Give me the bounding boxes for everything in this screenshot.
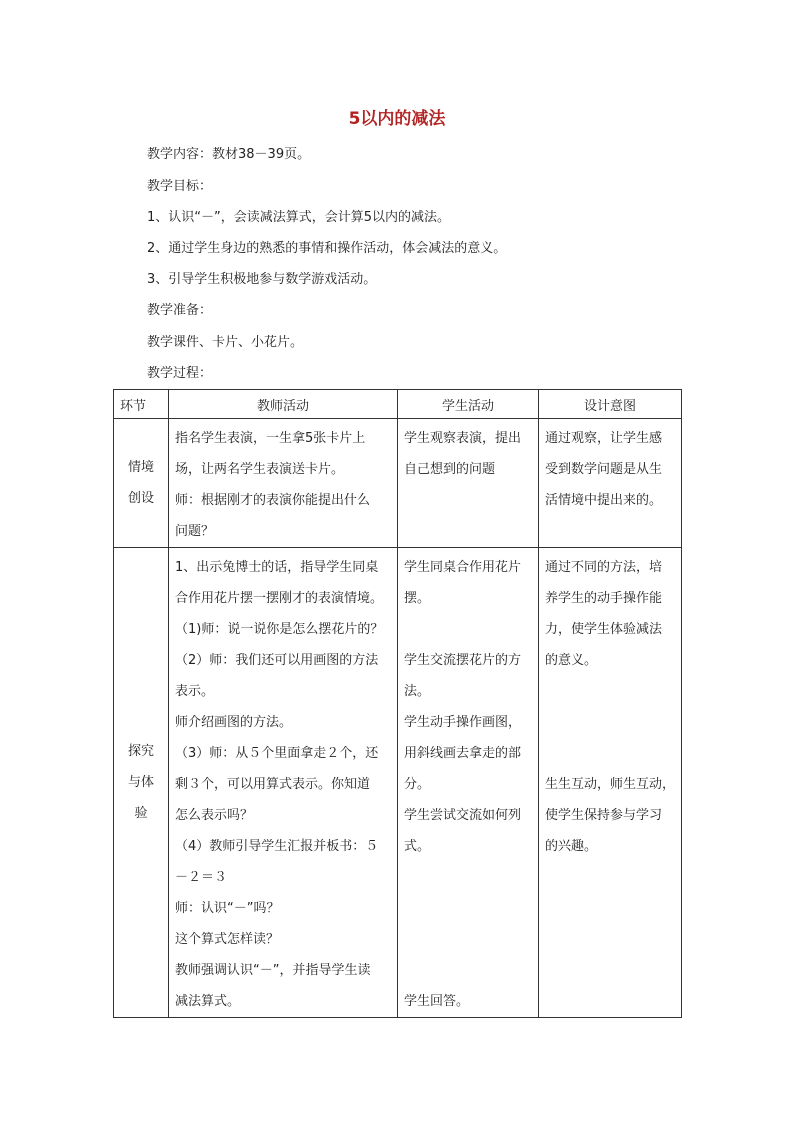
stage-text: 情境	[127, 460, 154, 475]
design-activity-cell	[539, 548, 682, 1018]
student-text-line: 用斜线画去拿走的部	[404, 746, 522, 761]
teacher-text-line: 教师强调认识“－”，并指导学生读	[175, 963, 371, 978]
design-text-line	[545, 893, 675, 924]
teacher-text-line: 师介绍画图的方法。	[175, 715, 293, 730]
design-text-line	[545, 738, 675, 769]
teacher-text-line: （3）师：从５个里面拿走２个，还	[175, 746, 379, 761]
design-text-line: 活情境中提出来的。	[545, 493, 663, 508]
student-text-line	[404, 924, 532, 955]
teacher-text-line: 1、出示兔博士的话，指导学生同桌	[175, 560, 379, 575]
preparation-heading: 教学准备：	[147, 303, 213, 318]
stage-cell	[114, 548, 169, 1018]
student-text-line: 学生动手操作画图，	[404, 715, 522, 730]
student-text-line: 学生回答。	[404, 994, 470, 1009]
design-text-line	[545, 955, 675, 986]
stage-text: 创设	[127, 491, 154, 506]
student-text-line: 摆。	[404, 591, 431, 606]
document-title: 5以内的减法	[348, 109, 446, 129]
teacher-text-line: 指名学生表演，一生拿5张卡片上	[175, 431, 366, 446]
preparation-line: 教学课件、卡片、小花片。	[147, 335, 304, 350]
student-text-line	[404, 955, 532, 986]
teacher-text-line: 这个算式怎样读？	[175, 932, 280, 947]
student-activity-cell	[398, 548, 539, 1018]
lesson-table	[113, 389, 682, 1018]
student-text-line: 学生观察表演，提出	[404, 431, 522, 446]
table-row	[114, 419, 682, 548]
objectives-heading: 教学目标：	[147, 179, 213, 194]
design-text-line: 的兴趣。	[545, 839, 598, 854]
design-text-line	[545, 676, 675, 707]
design-text-line	[545, 924, 675, 955]
design-text-line	[545, 986, 675, 1017]
student-text-line	[404, 614, 532, 645]
objective-item: 2、通过学生身边的熟悉的事情和操作活动，体会减法的意义。	[147, 241, 507, 256]
objective-item: 3、引导学生积极地参与数学游戏活动。	[147, 272, 377, 287]
design-activity-cell	[539, 419, 682, 548]
teacher-activity-cell	[169, 419, 398, 548]
stage-cell	[114, 419, 169, 548]
student-text-line	[404, 893, 532, 924]
stage-text: 探究	[127, 744, 154, 759]
student-activity-cell	[398, 419, 539, 548]
objective-item: 1、认识“－”，会读减法算式，会计算5以内的减法。	[147, 210, 451, 225]
student-text-line: 学生交流摆花片的方	[404, 653, 522, 668]
teacher-text-line: 合作用花片摆一摆刚才的表演情境。	[175, 591, 384, 606]
design-text-line	[545, 707, 675, 738]
design-text-line: 的意义。	[545, 653, 598, 668]
table-row	[114, 548, 682, 1018]
student-text-line: 分。	[404, 777, 431, 792]
student-text-line: 自己想到的问题	[404, 462, 496, 477]
teacher-text-line: （2）师：我们还可以用画图的方法	[175, 653, 379, 668]
student-text-line: 学生尝试交流如何列	[404, 808, 522, 823]
teacher-text-line: 剩３个，可以用算式表示。你知道	[175, 777, 371, 792]
stage-text: 与体	[127, 775, 154, 790]
teacher-text-line: 师：根据刚才的表演你能提出什么	[175, 493, 371, 508]
teacher-text-line: 表示。	[175, 684, 215, 699]
teacher-text-line: 师：认识“－”吗？	[175, 901, 280, 916]
design-text-line: 受到数学问题是从生	[545, 462, 663, 477]
process-heading: 教学过程：	[147, 366, 213, 381]
teacher-text-line: 场，让两名学生表演送卡片。	[175, 462, 345, 477]
teacher-text-line: 问题？	[175, 524, 215, 539]
design-text-line: 使学生保持参与学习	[545, 808, 663, 823]
teacher-activity-cell	[169, 548, 398, 1018]
student-text-line	[404, 862, 532, 893]
teacher-text-line: 怎么表示吗？	[175, 808, 254, 823]
teacher-text-line: （1)师：说一说你是怎么摆花片的？	[175, 622, 384, 637]
design-text-line	[545, 862, 675, 893]
table-header-row	[114, 390, 682, 419]
student-text-line: 式。	[404, 839, 431, 854]
student-text-line: 法。	[404, 684, 431, 699]
design-text-line: 力，使学生体验减法	[545, 622, 663, 637]
header-teacher: 教师活动	[169, 390, 398, 419]
teacher-text-line: （4）教师引导学生汇报并板书：５	[175, 839, 379, 854]
teacher-text-line: 减法算式。	[175, 994, 241, 1009]
stage-text: 验	[134, 806, 148, 821]
header-design: 设计意图	[539, 390, 682, 419]
design-text-line: 通过观察，让学生感	[545, 431, 663, 446]
design-text-line: 养学生的动手操作能	[545, 591, 663, 606]
student-text-line: 学生同桌合作用花片	[404, 560, 522, 575]
header-student: 学生活动	[398, 390, 539, 419]
header-stage: 环节	[114, 390, 169, 419]
design-text-line: 生生互动，师生互动，	[545, 777, 676, 792]
design-text-line: 通过不同的方法，培	[545, 560, 663, 575]
content-line: 教学内容：教材38－39页。	[147, 147, 311, 162]
teacher-text-line: －２＝３	[175, 870, 228, 885]
